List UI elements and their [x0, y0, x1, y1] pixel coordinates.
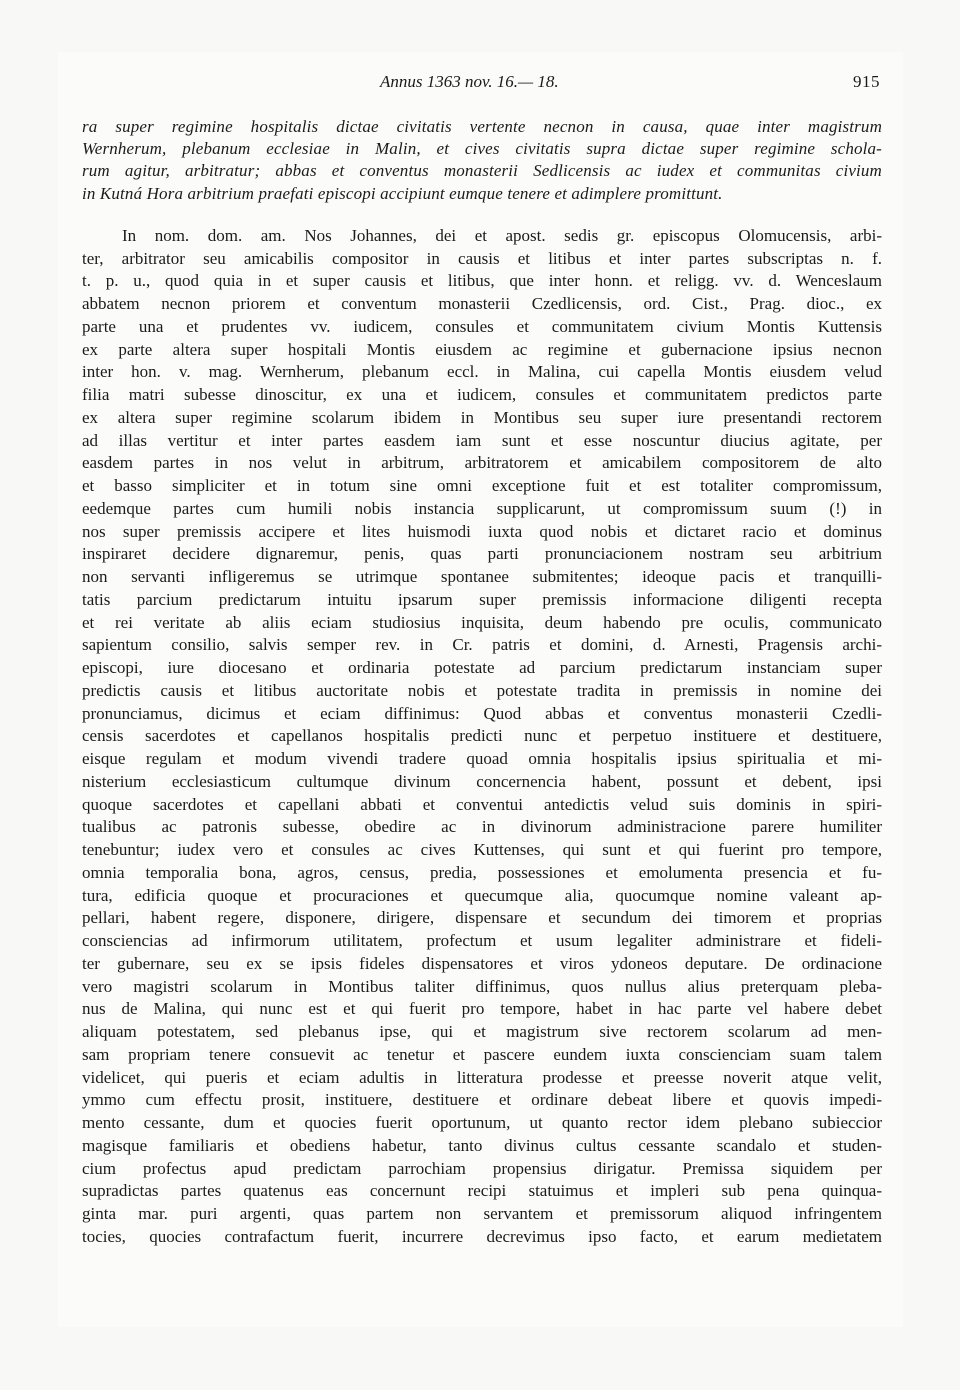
text-line: tenebuntur; iudex vero et consules ac cives Kuttenses, qui sunt et qui fuerint pro tempore,	[82, 840, 882, 860]
text-line: tualibus ac patronis subesse, obedire ac in divinorum administracione parere humiliter	[82, 817, 882, 837]
text-line: nos super premissis accipere et lites huismodi iuxta quod nobis et dictaret racio et dominus	[82, 521, 882, 541]
text-line: nus de Malina, qui nunc est et qui fuerit pro tempore, habet in hac parte vel habere debet	[82, 999, 882, 1019]
text-line: et rei veritate ab aliis eciam studiosius inquisita, deum habendo pre oculis, communicato	[82, 612, 882, 632]
text-line: inter hon. v. mag. Wernherum, plebanum eccl. in Malina, cui capella Montis eiusdem velud	[82, 362, 882, 382]
text-line: sapientum consilio, salvis semper rev. in Cr. patris et domini, d. Arnesti, Pragensis archi-	[82, 635, 882, 655]
text-line: tocies, quocies contrafactum fuerit, incurrere decrevimus ipso facto, et earum medietatem	[82, 1226, 882, 1246]
text-line: In nom. dom. am. Nos Johannes, dei et apost. sedis gr. episcopus Olomucensis, arbi-	[122, 225, 882, 245]
regest-line: Wernherum, plebanum ecclesiae in Malin, et cives civitatis supra dictae super regimine schola-	[82, 139, 882, 159]
text-line: ex parte altera super hospitali Montis eiusdem ac regimine et gubernacione ipsius necnon	[82, 339, 882, 359]
text-line: non servanti infligeremus se utrimque spontanee submitentes; ideoque pacis et tranquilli-	[82, 567, 882, 587]
regest-line: in Kutná Hora arbitrium praefati episcopi accipiunt eumque tenere et adimplere promittunt.	[82, 183, 723, 203]
text-line: pellari, habent regere, disponere, dirigere, dispensare et secundum dei timorem et proprias	[82, 908, 882, 928]
text-line: aliquam potestatem, sed plebanus ipse, qui et magistrum sive rectorem scolarum ad men-	[82, 1022, 882, 1042]
text-line: inspiraret decidere dignaremur, penis, quas parti pronunciacionem nostram seu arbitrium	[82, 544, 882, 564]
text-line: tatis parcium predictarum intuitu ipsarum super premissis informacione diligenti recepta	[82, 589, 882, 609]
regest-line: ra super regimine hospitalis dictae civitatis vertente necnon in causa, quae inter magistrum	[82, 117, 882, 136]
text-line: ex altera super regimine scolarum ibidem in Montibus seu super iure presentandi rectorem	[82, 407, 882, 427]
text-line: parte una et prudentes vv. iudicem, consules et communitatem civium Montis Kuttensis	[82, 316, 882, 336]
text-block	[82, 116, 882, 1249]
text-line: filia matri subesse dinoscitur, ex una et iudicem, consules et communitatem predictos parte	[82, 385, 882, 405]
running-head: Annus 1363 nov. 16.— 18.	[380, 72, 559, 91]
text-line: magisque familiaris et obediens habetur, tanto divinus cultus cessante scandalo et studen-	[82, 1135, 882, 1155]
text-line: abbatem necnon priorem et conventum monasterii Czedlicensis, ord. Cist., Prag. dioc., ex	[82, 294, 882, 314]
text-line: ter gubernare, seu ex se ipsis fideles dispensatores et viros ydoneos deputare. De ordinacione	[82, 953, 882, 973]
text-line: predictis causis et litibus auctoritate nobis et potestate tradita in premissis in nomine dei	[82, 680, 882, 700]
text-line: mento cessante, dum et quocies fuerit oportunum, ut quanto rector idem plebano subieccior	[82, 1113, 882, 1133]
text-line: cium profectus apud predictam parrochiam propensius dirigatur. Premissa siquidem per	[82, 1158, 882, 1178]
text-line: censis sacerdotes et capellanos hospitalis predicti nunc et perpetuo instituere et destituere,	[82, 726, 882, 746]
text-line: ymmo cum effectu prosit, instituere, destituere et ordinare debeat libere et quovis impedi-	[82, 1090, 882, 1110]
text-line: ad illas vertitur et inter partes easdem iam sunt et esse noscuntur diucius agitate, per	[82, 430, 882, 450]
text-line: eisque regulam et modum vivendi tradere quoad omnia hospitalis ipsius spiritualia et mi-	[82, 749, 882, 769]
text-line: supradictas partes quatenus eas concernunt recipi statuimus et impleri sub pena quinqua-	[82, 1181, 882, 1201]
text-line: pronunciamus, dicimus et eciam diffinimus: Quod abbas et conventus monasterii Czedli-	[82, 703, 882, 723]
text-line: consciencias ad infirmorum utilitatem, profectum et usum legaliter administrare et fideli-	[82, 931, 882, 951]
text-line: et basso simpliciter et in totum sine omni exceptione fuit et est totaliter compromissum,	[82, 476, 882, 496]
text-line: omnia temporalia bona, agros, census, predia, possessiones et emolumenta presencia et fu-	[82, 862, 882, 882]
text-line: ter, arbitrator seu amicabilis compositor in causis et litibus et inter partes subscriptas n. f.	[82, 248, 882, 268]
page-number: 915	[853, 72, 880, 91]
text-line: eedemque partes cum humili nobis instancia supplicarunt, ut compromissum suum (!) in	[82, 498, 882, 518]
charter-text	[82, 225, 882, 1249]
regest-summary	[82, 116, 882, 205]
text-line: t. p. u., quod quia in et super causis et litibus, que inter honn. et religg. vv. d. Wenceslaum	[82, 271, 882, 291]
text-line: tura, edificia quoque et procuraciones et quecumque alia, quocumque nomine valeant ap-	[82, 885, 882, 905]
text-line: episcopi, iure diocesano et ordinaria potestate ad parcium predictarum instanciam super	[82, 658, 882, 678]
text-line: sam propriam tenere consuevit ac tenetur et pascere eundem iuxta conscienciam suam talem	[82, 1044, 882, 1064]
page-header	[0, 72, 960, 96]
text-line: easdem partes in nos velut in arbitrum, arbitratorem et amicabilem compositorem de alto	[82, 453, 882, 473]
text-line: nisterium ecclesiasticum cultumque divinum concernencia habent, possunt et debent, ipsi	[82, 771, 882, 791]
text-line: quoque sacerdotes et capellani abbati et conventui antedictis velud suis dominis in spiri-	[82, 794, 882, 814]
text-line: ginta mar. puri argenti, quas partem non servantem et premissorum aliquod infringentem	[82, 1204, 882, 1224]
text-line: vero magistri scolarum in Montibus taliter diffinimus, quos nullus alius preterquam pleba-	[82, 976, 882, 996]
text-line: videlicet, qui pueris et eciam adultis in litteratura prodesse et preesse noverit atque velit,	[82, 1067, 882, 1087]
regest-line: rum agitur, arbitratur; abbas et conventus monasterii Sedlicensis ac iudex et communitas civium	[82, 161, 882, 181]
